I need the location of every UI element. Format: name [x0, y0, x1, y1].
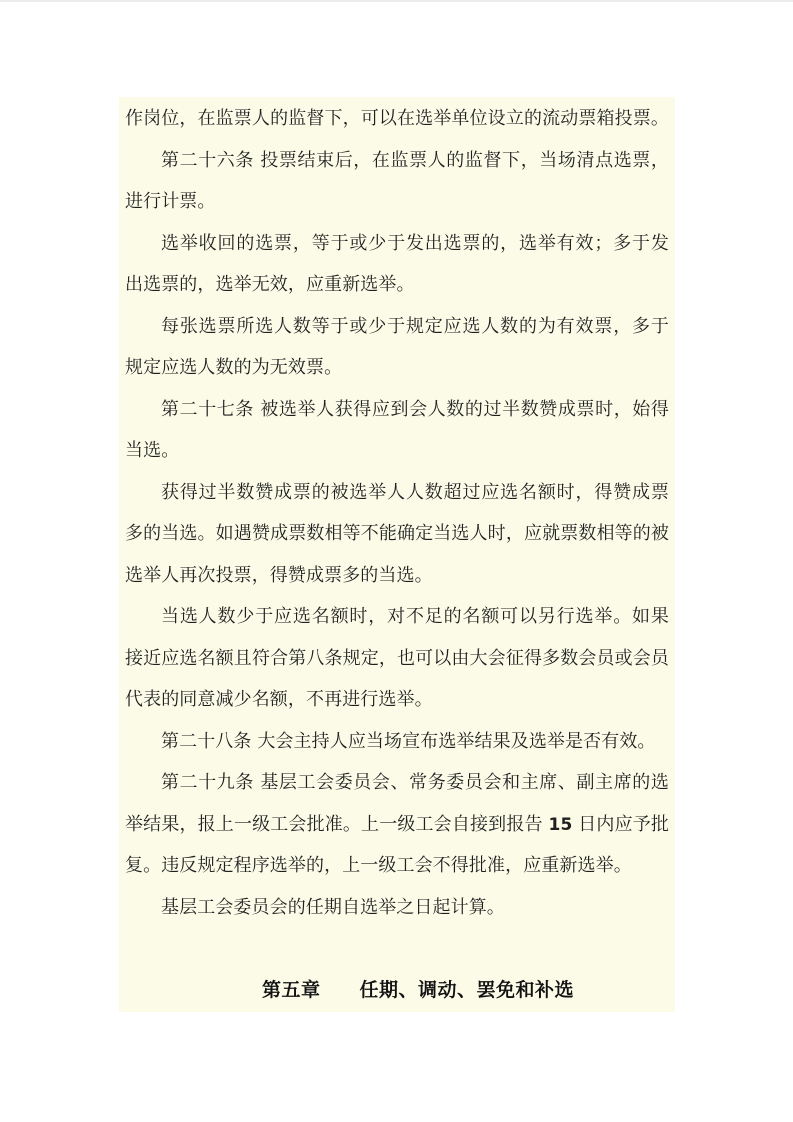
document-body [125, 98, 669, 928]
text-line [125, 306, 669, 348]
text-segment: 进行计票。 [125, 191, 216, 212]
text-segment: 每张选票所选人数等于或少于规定应选人数的为有效票，多于 [161, 315, 669, 337]
text-line [125, 347, 669, 389]
bold-number: 15 [548, 814, 573, 835]
text-line [125, 555, 669, 597]
text-segment: 第二十七条 被选举人获得应到会人数的过半数赞成票时，始得 [161, 398, 669, 420]
text-segment: 基层工会委员会的任期自选举之日起计算。 [161, 896, 505, 918]
text-line [125, 804, 669, 846]
text-line [125, 638, 669, 680]
text-line [125, 181, 669, 223]
text-segment: 日内应予批 [572, 813, 669, 835]
text-segment: 第二十九条 基层工会委员会、常务委员会和主席、副主席的选 [161, 772, 669, 793]
text-segment: 作岗位，在监票人的监督下，可以在选举单位设立的流动票箱投票。 [125, 108, 669, 129]
text-segment: 多的当选。如遇赞成票数相等不能确定当选人时，应就票数相等的被 [125, 523, 669, 544]
text-line [125, 223, 669, 265]
text-segment: 接近应选名额且符合第八条规定，也可以由大会征得多数会员或会员 [125, 647, 669, 669]
text-segment: 选举人再次投票，得赞成票多的当选。 [125, 564, 433, 586]
text-segment: 举结果，报上一级工会批准。上一级工会自接到报告 [125, 813, 549, 835]
text-segment: 获得过半数赞成票的被选举人人数超过应选名额时，得赞成票 [161, 481, 669, 503]
text-segment: 代表的同意减少名额，不再进行选举。 [125, 689, 433, 710]
text-segment: 选举收回的选票，等于或少于发出选票的，选举有效；多于发 [161, 232, 669, 254]
text-line [125, 140, 669, 182]
text-line [125, 845, 669, 887]
text-line [125, 430, 669, 472]
text-segment: 规定应选人数的为无效票。 [125, 357, 343, 378]
text-line [125, 679, 669, 721]
document-sheet [119, 97, 675, 1012]
text-line [125, 389, 669, 431]
text-line [125, 98, 669, 140]
text-line [125, 472, 669, 514]
page-top-border [0, 0, 793, 2]
text-line [125, 721, 669, 763]
text-line [125, 596, 669, 638]
text-line [125, 264, 669, 306]
text-line [125, 762, 669, 804]
text-line [125, 887, 669, 929]
text-segment: 当选。 [125, 440, 180, 461]
text-segment: 复。违反规定程序选举的，上一级工会不得批准，应重新选举。 [125, 855, 632, 876]
text-segment: 当选人数少于应选名额时，对不足的名额可以另行选举。如果 [161, 606, 669, 627]
text-line [125, 513, 669, 555]
chapter-heading: 第五章 任期、调动、罢免和补选 [261, 978, 574, 1001]
text-segment: 第二十八条 大会主持人应当场宣布选举结果及选举是否有效。 [161, 730, 656, 752]
text-segment: 出选票的，选举无效，应重新选举。 [125, 274, 415, 295]
text-segment: 第二十六条 投票结束后，在监票人的监督下，当场清点选票， [161, 149, 669, 171]
